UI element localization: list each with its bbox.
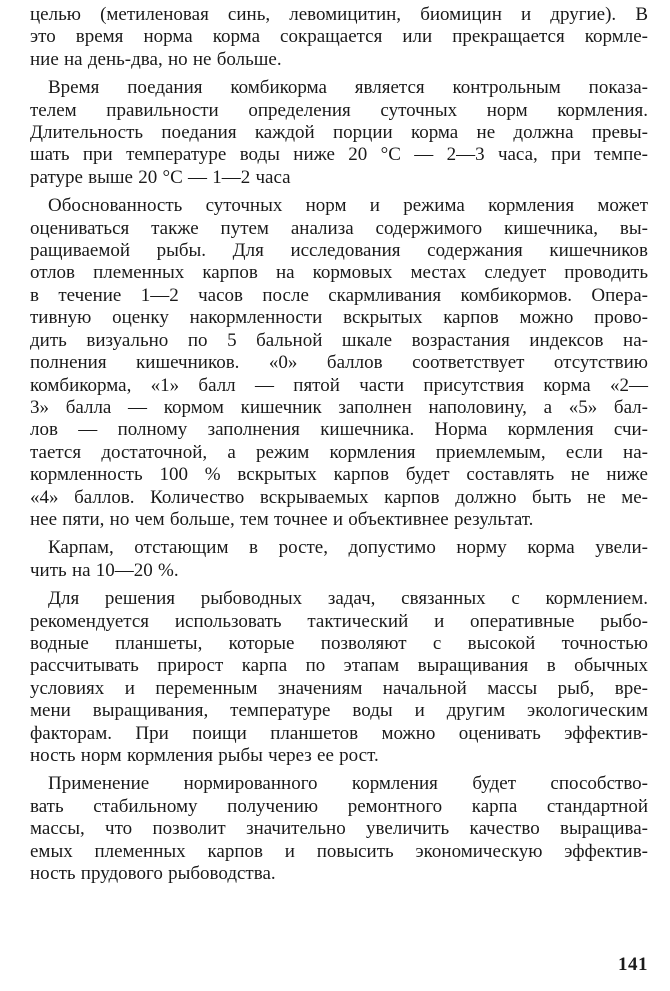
text-line: шать при температуре воды ниже 20 °С — 2—3 часа, при темпе- — [30, 144, 648, 166]
text-line: целью (метиленовая синь, левомицитин, биомицин и другие). В — [30, 4, 648, 25]
text-line: водные планшеты, которые позволяют с высокой точностью — [30, 632, 648, 654]
paragraph-1 — [30, 4, 648, 71]
text-line: нее пяти, но чем больше, тем точнее и объективнее результат. — [30, 508, 534, 530]
text-line: «4» баллов. Количество вскрываемых карпов должно быть не ме- — [30, 486, 648, 508]
text-line: емых племенных карпов и повысить экономическую эффектив- — [30, 840, 648, 862]
text-line: телем правильности определения суточных норм кормления. — [30, 99, 648, 121]
text-line: Применение нормированного кормления будет способство- — [48, 773, 648, 795]
text-line: отлов племенных карпов на кормовых местах следует проводить — [30, 262, 648, 284]
page-body — [30, 4, 648, 891]
paragraph-2 — [30, 77, 648, 189]
text-line: вать стабильному получению ремонтного карпа стандартной — [30, 795, 648, 817]
text-line: полнения кишечников. «0» баллов соответствует отсутствию — [30, 352, 648, 374]
page-number: 141 — [618, 954, 648, 975]
text-line: Длительность поедания каждой порции корма не должна превы- — [30, 122, 648, 144]
text-line: мени выращивания, температуре воды и другим экологическим — [30, 700, 648, 722]
text-line: дить визуально по 5 бальной шкале возрастания индексов на- — [30, 329, 648, 351]
text-line: ращиваемой рыбы. Для исследования содержания кишечников — [30, 240, 648, 262]
text-line: Карпам, отстающим в росте, допустимо норму корма увели- — [48, 537, 648, 559]
text-line: ратуре выше 20 °С — 1—2 часа — [30, 166, 291, 188]
text-line: комбикорма, «1» балл — пятой части присутствия корма «2— — [30, 374, 648, 396]
text-line: факторам. При поищи планшетов можно оценивать эффектив- — [30, 722, 648, 744]
text-line: кормленность 100 % вскрытых карпов будет составлять не ниже — [30, 464, 648, 486]
text-line: рассчитывать прирост карпа по этапам выращивания в обычных — [30, 655, 648, 677]
text-line: ность прудового рыбоводства. — [30, 863, 276, 885]
text-line: массы, что позволит значительно увеличить качество выращива- — [30, 818, 648, 840]
paragraph-5 — [30, 588, 648, 767]
text-line: 3» балла — кормом кишечник заполнен наполовину, а «5» бал- — [30, 396, 648, 418]
text-line: условиях и переменным значениям начальной массы рыб, вре- — [30, 677, 648, 699]
text-line: ние на день-два, но не больше. — [30, 48, 282, 70]
text-line: ность норм кормления рыбы через ее рост. — [30, 745, 379, 766]
text-line: в течение 1—2 часов после скармливания комбикормов. Опера- — [30, 284, 648, 306]
text-line: рекомендуется использовать тактический и оперативные рыбо- — [30, 610, 648, 632]
text-line: тается достаточной, а режим кормления приемлемым, если на- — [30, 441, 648, 463]
text-line: тивную оценку накормленности вскрытых карпов можно прово- — [30, 307, 648, 329]
text-line: это время норма корма сокращается или прекращается кормле- — [30, 26, 648, 48]
text-line: Для решения рыбоводных задач, связанных с кормлением. — [48, 588, 648, 610]
text-line: оцениваться также путем анализа содержимого кишечника, вы- — [30, 217, 648, 239]
paragraph-3 — [30, 195, 648, 531]
text-line: лов — полному заполнения кишечника. Норма кормления счи- — [30, 419, 648, 441]
text-line: Обоснованность суточных норм и режима кормления может — [48, 195, 648, 217]
paragraph-4 — [30, 537, 648, 582]
paragraph-6 — [30, 773, 648, 885]
text-line: чить на 10—20 %. — [30, 559, 179, 581]
text-line: Время поедания комбикорма является контрольным показа- — [48, 77, 648, 99]
